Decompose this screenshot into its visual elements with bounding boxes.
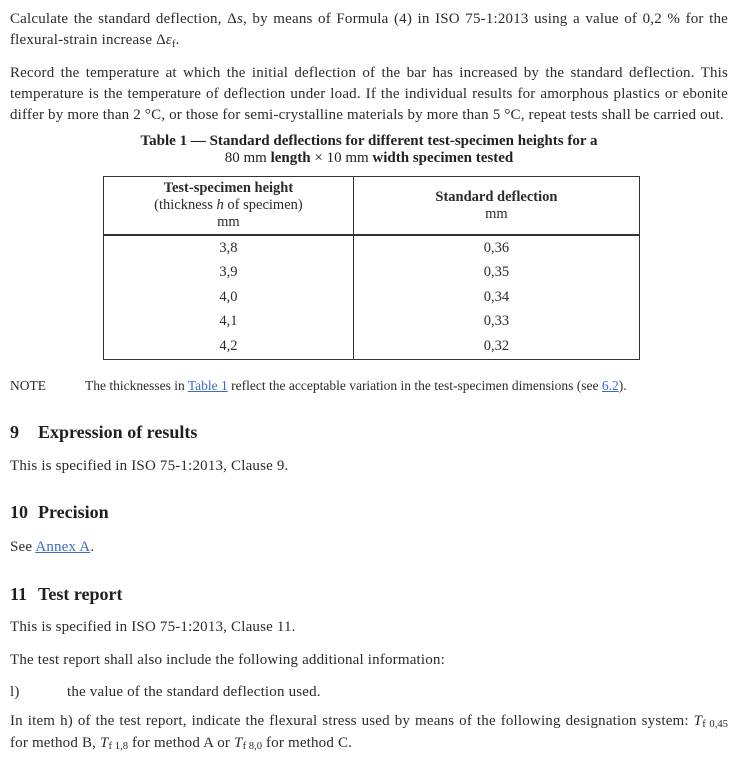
text-run: See	[10, 538, 36, 555]
table-cell: 4,2	[104, 334, 354, 359]
table-row	[104, 261, 640, 286]
text-run: Test-specimen height	[163, 180, 294, 196]
table-caption	[10, 133, 728, 167]
table-cell: 0,35	[353, 261, 639, 286]
text-run: ε	[165, 32, 173, 48]
link-table-1[interactable]: Table 1	[187, 377, 228, 393]
paragraph-clause-9: This is specified in ISO 75-1:2013, Clause 9.	[10, 457, 289, 474]
section-title: Precision	[38, 501, 109, 522]
table-cell: 3,8	[104, 235, 354, 261]
table-cell: 4,1	[104, 310, 354, 335]
note-body	[85, 378, 627, 393]
text-run: ).	[618, 377, 627, 393]
text-run: f 1,8	[108, 741, 129, 753]
list-item-label: l)	[10, 683, 20, 700]
link-annex-a[interactable]: Annex A	[35, 538, 91, 555]
table-row	[104, 334, 640, 359]
table-row	[104, 235, 640, 261]
section-number: 11	[10, 583, 28, 604]
text-run: .	[175, 32, 180, 48]
table-body	[104, 235, 640, 359]
section-heading-10	[10, 501, 728, 523]
text-run: Calculate the standard deflection, Δ	[10, 11, 237, 27]
link-6-2[interactable]: 6.2	[601, 377, 619, 393]
table-cell: 0,32	[353, 334, 639, 359]
list-item-l	[10, 682, 728, 703]
section-heading-9	[10, 421, 728, 443]
text-run: T	[693, 712, 703, 729]
text-run: Table 1 — Standard deflections for different test-specimen heights for a	[140, 133, 598, 149]
text-run: mm	[485, 205, 508, 222]
section-heading-11	[10, 583, 728, 605]
paragraph-see-annex	[10, 537, 728, 558]
text-run: reflect the acceptable variation in the test-specimen dimensions (see	[227, 377, 602, 393]
text-run: In item h) of the test report, indicate the flexural stress used by means of the following designation system:	[10, 712, 694, 729]
table-cell: 3,9	[104, 261, 354, 286]
table-cell: 0,33	[353, 310, 639, 335]
text-run: s	[236, 11, 243, 27]
section-title: Expression of results	[38, 421, 198, 442]
text-run: (thickness	[154, 197, 217, 213]
text-run: 80 mm	[224, 150, 271, 166]
col-header-test-specimen-height	[104, 177, 354, 236]
text-run: for method B,	[10, 734, 101, 751]
text-run: for method C.	[262, 734, 353, 751]
paragraph-record-temperature: Record the temperature at which the initial deflection of the bar has increased by the standard deflection. This temperature is the temperature of deflection under load. If the individual results for amorphous plastics or ebonite differ by more than 2 °C, or those for semi-crystalline materials by more than 5 °C, repeat tests shall be carried out.	[10, 65, 728, 123]
text-run: × 10 mm	[310, 150, 373, 166]
paragraph-report-include: The test report shall also include the following additional information:	[10, 651, 445, 668]
table-cell: 0,36	[353, 235, 639, 261]
text-run: .	[90, 538, 95, 555]
text-run: of specimen)	[223, 197, 303, 213]
text-run: , by means of Formula (4) in ISO 75-1:2013 using a value of 0,2 % for the flexural-strain increase Δ	[10, 11, 728, 48]
text-run: Standard deflection	[435, 188, 558, 205]
text-run: T	[100, 734, 109, 751]
text-run: h	[216, 197, 224, 213]
text-run: f 0,45	[702, 719, 729, 731]
text-run: f	[172, 38, 176, 50]
text-run: T	[234, 734, 243, 751]
table-row	[104, 310, 640, 335]
table-cell: 0,34	[353, 285, 639, 310]
note	[10, 376, 728, 395]
text-run: f 8,0	[242, 741, 263, 753]
text-run: width specimen tested	[372, 150, 514, 166]
text-run: The thicknesses in	[85, 377, 188, 393]
table-standard-deflections	[103, 176, 640, 360]
paragraph-clause-11: This is specified in ISO 75-1:2013, Clause 11.	[10, 618, 296, 635]
paragraph-item-h-designation	[10, 711, 728, 755]
paragraph-calculate-deflection	[10, 9, 728, 52]
section-number: 10	[10, 501, 28, 522]
text-run: mm	[217, 214, 240, 230]
col-header-standard-deflection	[353, 177, 639, 236]
section-number: 9	[10, 421, 19, 442]
text-run: length	[270, 150, 311, 166]
table-row	[104, 285, 640, 310]
text-run: for method A or	[128, 734, 235, 751]
section-title: Test report	[38, 583, 123, 604]
table-header-row	[104, 177, 640, 236]
table-cell: 4,0	[104, 285, 354, 310]
list-item-body: the value of the standard deflection used.	[67, 683, 321, 700]
note-label: NOTE	[10, 377, 46, 393]
